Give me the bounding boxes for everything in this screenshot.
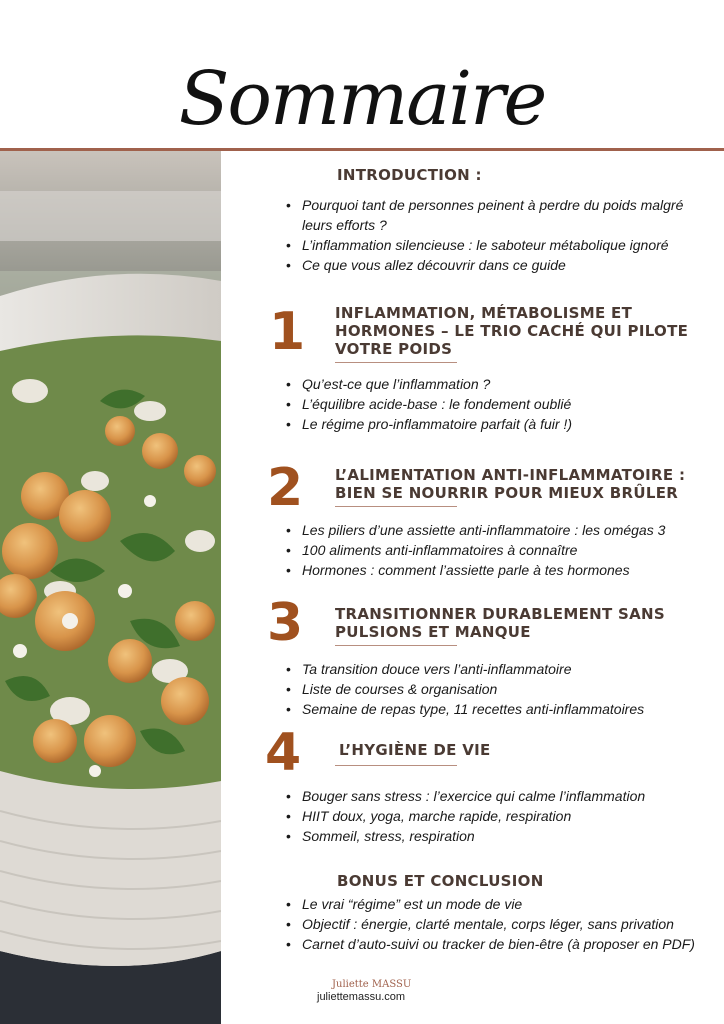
footer-website-link[interactable]: juliettemassu.com [317, 991, 406, 1003]
section-4-heading: L’HYGIÈNE DE VIE [339, 741, 491, 759]
intro-list [284, 195, 704, 275]
list-item: • Le vrai “régime” est un mode de vie [284, 894, 724, 914]
list-item: • Liste de courses & organisation [284, 679, 724, 699]
section-2-list [284, 520, 724, 580]
list-item: • Carnet d’auto-suivi ou tracker de bien-être (à proposer en PDF) [284, 934, 724, 954]
intro-heading: INTRODUCTION : [337, 166, 482, 184]
section-4-underline [335, 765, 457, 766]
list-item: • 100 aliments anti-inflammatoires à connaître [284, 540, 724, 560]
list-item: • Le régime pro-inflammatoire parfait (à fuir !) [284, 414, 704, 434]
section-3-underline [335, 645, 457, 646]
list-item: • L’équilibre acide-base : le fondement oublié [284, 394, 704, 414]
list-item: • Les piliers d’une assiette anti-inflammatoire : les omégas 3 [284, 520, 724, 540]
section-3-heading: TRANSITIONNER DURABLEMENT SANS PULSIONS ET MANQUE [335, 605, 665, 641]
salad-illustration [0, 151, 221, 1024]
list-item: • Objectif : énergie, clarté mentale, corps léger, sans privation [284, 914, 724, 934]
list-item: • Pourquoi tant de personnes peinent à perdre du poids malgré leurs efforts ? [284, 195, 704, 235]
salad-bowl-photo [0, 151, 221, 1024]
page-title: Sommaire [178, 56, 546, 142]
list-item: • L’inflammation silencieuse : le saboteur métabolique ignoré [284, 235, 704, 255]
list-item: • Semaine de repas type, 11 recettes anti-inflammatoires [284, 699, 724, 719]
section-2-heading: L’ALIMENTATION ANTI-INFLAMMATOIRE : BIEN SE NOURRIR POUR MIEUX BRÛLER [335, 466, 686, 502]
section-2-number: 2 [267, 458, 304, 518]
list-item: • Sommeil, stress, respiration [284, 826, 724, 846]
section-1-list [284, 374, 704, 434]
list-item: • Qu’est-ce que l’inflammation ? [284, 374, 704, 394]
bonus-list [284, 894, 724, 954]
list-item: • Bouger sans stress : l’exercice qui calme l’inflammation [284, 786, 724, 806]
section-1-underline [335, 362, 457, 363]
bonus-heading: BONUS ET CONCLUSION [337, 872, 544, 890]
table-of-contents [221, 151, 724, 1024]
list-item: • HIIT doux, yoga, marche rapide, respiration [284, 806, 724, 826]
section-4-number: 4 [265, 723, 302, 783]
section-4-list [284, 786, 724, 846]
footer-author: Juliette MASSU [332, 979, 412, 990]
list-item: • Hormones : comment l’assiette parle à tes hormones [284, 560, 724, 580]
section-2-underline [335, 506, 457, 507]
section-3-number: 3 [267, 593, 304, 653]
section-3-list [284, 659, 724, 719]
section-1-number: 1 [269, 302, 306, 362]
section-1-heading: INFLAMMATION, MÉTABOLISME ET HORMONES – LE TRIO CACHÉ QUI PILOTE VOTRE POIDS [335, 304, 689, 358]
list-item: • Ce que vous allez découvrir dans ce guide [284, 255, 704, 275]
list-item: • Ta transition douce vers l’anti-inflammatoire [284, 659, 724, 679]
